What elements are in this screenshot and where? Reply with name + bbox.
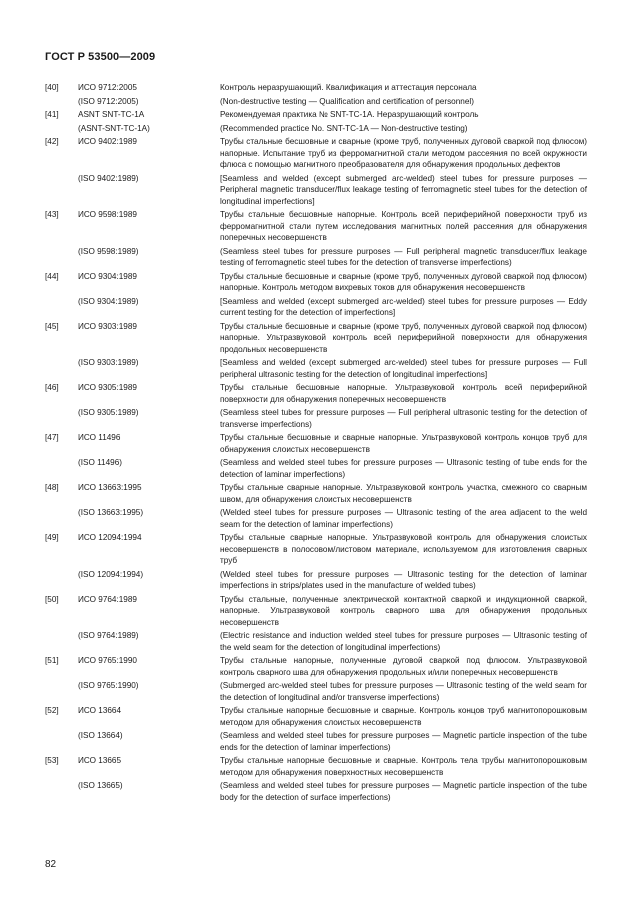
- reference-code: (ISO 13665): [78, 781, 123, 790]
- reference-code: (ASNT-SNT-TC-1A): [78, 123, 150, 133]
- reference-entry: [45, 780, 587, 803]
- reference-entry: [45, 271, 587, 294]
- reference-entry: [45, 109, 587, 121]
- reference-title: Трубы стальные бесшовные напорные. Ультразвуковой контроль всей периферийной поверхности для обнаружения поперечных несовершенств: [220, 383, 587, 404]
- reference-title: (Submerged arc-welded steel tubes for pressure purposes — Ultrasonic testing of the weld seam for the detection of longitudinal and/or transverse imperfections): [220, 681, 587, 702]
- reference-number: [45, 246, 78, 269]
- reference-title: Трубы стальные сварные напорные. Ультразвуковой контроль участка, смежного со сварным швом, для обнаружения слоистых несовершенств: [220, 483, 587, 504]
- reference-title: Трубы стальные бесшовные напорные. Контроль всей периферийной поверхности труб из ферромагнитной стали путем исследования магнитных полей рассеяния для обнаружения поперечных несовершенств: [220, 210, 587, 242]
- reference-number: [45, 123, 78, 135]
- reference-code: (ISO 9764:1989): [78, 631, 139, 640]
- page-number: 82: [45, 859, 57, 870]
- reference-code: ИСО 9305:1989: [78, 383, 137, 392]
- reference-number: [47]: [45, 433, 59, 442]
- reference-number: [45, 96, 78, 108]
- document-header: ГОСТ Р 53500—2009: [45, 51, 156, 63]
- reference-number: [45, 507, 78, 530]
- reference-code: ИСО 13665: [78, 756, 122, 765]
- reference-number: [45, 296, 78, 319]
- reference-entry: [45, 457, 587, 480]
- reference-title: (Welded steel tubes for pressure purposes — Ultrasonic testing of the area adjacent to the weld seam for the detection of laminar imperfections): [220, 508, 587, 529]
- reference-number: [46]: [45, 383, 59, 392]
- reference-title: (Electric resistance and induction welded steel tubes for pressure purposes — Ultrasonic testing of the weld seam for the detection of longitudinal imperfections): [220, 631, 587, 652]
- reference-number: [49]: [45, 533, 59, 542]
- reference-number: [53]: [45, 756, 59, 765]
- reference-number: [52]: [45, 706, 59, 715]
- reference-number: [45, 780, 78, 803]
- reference-entry: [45, 407, 587, 430]
- reference-entry: [45, 382, 587, 405]
- reference-entry: [45, 730, 587, 753]
- reference-code: (ISO 13663:1995): [78, 508, 144, 517]
- reference-entry: [45, 507, 587, 530]
- reference-entry: [45, 246, 587, 269]
- reference-number: [40]: [45, 83, 59, 92]
- reference-code: (ISO 9712:2005): [78, 96, 139, 106]
- reference-code: ИСО 9402:1989: [78, 137, 137, 146]
- reference-code: (ISO 13664): [78, 731, 123, 740]
- reference-code: (ISO 9402:1989): [78, 173, 139, 183]
- reference-entry: [45, 96, 587, 108]
- reference-entry: [45, 136, 587, 171]
- reference-entry: [45, 357, 587, 380]
- reference-title: Контроль неразрушающий. Квалификация и аттестация персонала: [220, 83, 477, 92]
- reference-entry: [45, 321, 587, 356]
- reference-number: [45, 407, 78, 430]
- reference-entry: [45, 173, 587, 208]
- reference-title: (Non-destructive testing — Qualification and certification of personnel): [220, 96, 474, 106]
- reference-number: [45, 173, 78, 208]
- reference-title: Рекомендуемая практика № SNT-TC-1A. Неразрушающий контроль: [220, 110, 479, 119]
- reference-number: [44]: [45, 271, 59, 281]
- reference-title: (Seamless and welded steel tubes for pressure purposes — Magnetic particle inspection of the tube body for the detection of surface imperfections): [220, 781, 587, 802]
- reference-code: ASNT SNT-TC-1A: [78, 110, 145, 119]
- reference-title: Трубы стальные напорные, полученные дуговой сваркой под флюсом. Ультразвуковой контроль сварного шва для обнаружения продольных и/или поперечных несовершенств: [220, 656, 587, 677]
- reference-number: [45, 680, 78, 703]
- reference-list: [45, 82, 587, 805]
- reference-title: (Seamless and welded steel tubes for pressure purposes — Magnetic particle inspection of the tube ends for the detection of laminar imperfections): [220, 731, 587, 752]
- reference-title: Трубы стальные бесшовные и сварные (кроме труб, полученных дуговой сваркой под флюсом) напорные. Контроль методом вихревых токов для обнаружения несовершенств: [220, 271, 587, 292]
- reference-entry: [45, 680, 587, 703]
- reference-title: Трубы стальные напорные бесшовные и сварные. Контроль тела трубы магнитопорошковым методом для обнаружения поверхностных несовершенств: [220, 756, 587, 777]
- reference-code: ИСО 11496: [78, 433, 121, 442]
- reference-code: (ISO 9303:1989): [78, 358, 139, 367]
- reference-number: [43]: [45, 210, 59, 219]
- reference-title: Трубы стальные бесшовные и сварные напорные. Ультразвуковой контроль концов труб для обнаружения слоистых несовершенств: [220, 433, 587, 454]
- reference-title: [Seamless and welded (except submerged arc-welded) steel tubes for pressure purposes — Eddy current testing for the detection of imperfections]: [220, 296, 587, 317]
- reference-entry: [45, 296, 587, 319]
- reference-number: [45]: [45, 321, 59, 331]
- reference-number: [45, 357, 78, 380]
- reference-number: [51]: [45, 656, 59, 665]
- reference-title: (Welded steel tubes for pressure purposes — Ultrasonic testing for the detection of laminar imperfections in strips/plates used in the manufacture of welded tubes): [220, 569, 587, 590]
- reference-entry: [45, 569, 587, 592]
- reference-entry: [45, 755, 587, 778]
- reference-code: (ISO 9765:1990): [78, 681, 139, 690]
- reference-code: ИСО 9712:2005: [78, 83, 137, 92]
- reference-number: [48]: [45, 483, 59, 492]
- reference-code: ИСО 9764:1989: [78, 594, 137, 604]
- reference-title: (Seamless steel tubes for pressure purposes — Full peripheral magnetic transducer/flux leakage testing of ferromagnetic steel tubes for the detection of transverse imperfections): [220, 246, 587, 267]
- reference-title: Трубы стальные, полученные электрической контактной сваркой и индукционной сваркой, напорные. Ультразвуковой контроль сварного шва для обнаружения продольных несовершенств: [220, 594, 587, 627]
- reference-code: ИСО 9598:1989: [78, 210, 137, 219]
- reference-code: (ISO 9304:1989): [78, 296, 139, 306]
- reference-title: [Seamless and welded (except submerged arc-welded) steel tubes for pressure purposes — Full peripheral ultrasonic testing for the detection of longitudinal imperfections]: [220, 358, 587, 379]
- reference-code: ИСО 9765:1990: [78, 656, 137, 665]
- reference-title: [Seamless and welded (except submerged arc-welded) steel tubes for pressure purposes — Peripheral magnetic transducer/flux leakage testing of ferromagnetic steel tubes for the detection of longitudinal imperfections]: [220, 173, 587, 206]
- reference-entry: [45, 482, 587, 505]
- reference-title: Трубы стальные сварные напорные. Ультразвуковой контроль для обнаружения слоистых несовершенств в полосовом/листовом материале, используемом для изготовления сварных труб: [220, 533, 587, 565]
- reference-title: (Recommended practice No. SNT-TC-1A — Non-destructive testing): [220, 123, 468, 133]
- reference-entry: [45, 630, 587, 653]
- reference-entry: [45, 655, 587, 678]
- reference-code: ИСО 13664: [78, 706, 122, 715]
- reference-code: (ISO 9305:1989): [78, 408, 139, 417]
- reference-title: Трубы стальные напорные бесшовные и сварные. Контроль концов труб магнитопорошковым методом для обнаружения слоистых несовершенств: [220, 706, 587, 727]
- reference-number: [45, 457, 78, 480]
- reference-entry: [45, 209, 587, 244]
- reference-code: ИСО 9304:1989: [78, 271, 137, 281]
- reference-code: ИСО 9303:1989: [78, 321, 137, 331]
- reference-number: [45, 730, 78, 753]
- reference-number: [41]: [45, 110, 59, 119]
- reference-entry: [45, 532, 587, 567]
- reference-number: [42]: [45, 137, 59, 146]
- reference-title: (Seamless steel tubes for pressure purposes — Full peripheral ultrasonic testing for the detection of transverse imperfections): [220, 408, 587, 429]
- reference-code: ИСО 12094:1994: [78, 533, 142, 542]
- reference-title: (Seamless and welded steel tubes for pressure purposes — Ultrasonic testing of tube ends for the detection of laminar imperfections): [220, 458, 587, 479]
- reference-entry: [45, 82, 587, 94]
- reference-number: [50]: [45, 594, 59, 604]
- reference-code: (ISO 12094:1994): [78, 569, 144, 579]
- reference-number: [45, 630, 78, 653]
- reference-code: (ISO 11496): [78, 458, 122, 467]
- reference-title: Трубы стальные бесшовные и сварные (кроме труб, полученных дуговой сваркой под флюсом) напорные. Испытание труб из ферромагнитной стали методом рассеяния по всей окружности флюса с помощью магнитного преобразователя для обнаружения продольных дефектов: [220, 137, 587, 169]
- reference-entry: [45, 594, 587, 629]
- reference-code: ИСО 13663:1995: [78, 483, 142, 492]
- reference-entry: [45, 432, 587, 455]
- reference-title: Трубы стальные бесшовные и сварные (кроме труб, полученных дуговой сваркой под флюсом) напорные. Ультразвуковой контроль всей периферийной поверхности для обнаружения продольных несовершенств: [220, 321, 587, 354]
- reference-entry: [45, 123, 587, 135]
- reference-code: (ISO 9598:1989): [78, 246, 139, 256]
- reference-entry: [45, 705, 587, 728]
- reference-number: [45, 569, 78, 592]
